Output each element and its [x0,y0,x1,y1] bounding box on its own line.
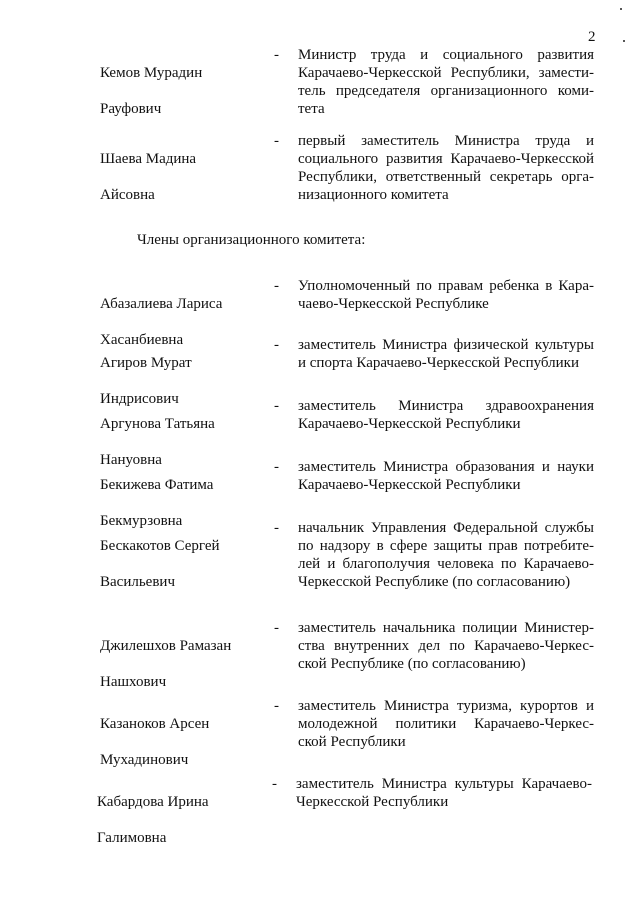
description-line: заместитель начальника полиции Министер- [298,620,594,636]
person-name-line2: Хасанбиевна [100,332,184,348]
description-line: заместитель Министра культуры Карачаево- [296,776,592,792]
separator-dash: - [274,337,279,353]
person-name-line2: Айсовна [100,187,155,203]
description-line: ства внутренних дел по Карачаево-Черкес- [298,638,594,654]
person-name [97,775,267,847]
page-number: 2 [588,29,596,45]
person-name-line1: Казаноков Арсен [100,716,210,732]
separator-dash: - [274,459,279,475]
position-description [298,458,594,494]
person-name-line2: Нашхович [100,674,167,690]
description-line: Черкесской Республике (по согласованию) [298,574,571,590]
description-line: Карачаево-Черкесской Республики, замести- [298,65,594,81]
person-name-line1: Аргунова Татьяна [100,416,215,432]
person-name-line1: Кемов Мурадин [100,65,203,81]
separator-dash: - [274,398,279,414]
description-line: тета [298,101,325,117]
separator-dash: - [274,47,279,63]
description-line: заместитель Министра туризма, курортов и [298,698,594,714]
description-line: ской Республике (по согласованию) [298,656,526,672]
separator-dash: - [274,698,279,714]
separator-dash: - [272,776,277,792]
description-line: заместитель Министра физической культуры [298,337,594,353]
description-line: молодежной политики Карачаево-Черкес- [298,716,594,732]
description-line: Черкесской Республики [296,794,449,810]
description-line: Карачаево-Черкесской Республики [298,416,521,432]
person-name-line2: Мухадинович [100,752,189,768]
person-name-line1: Агиров Мурат [100,355,192,371]
scan-speck [623,40,625,42]
person-name-line2: Нануовна [100,452,162,468]
description-line: низационного комитета [298,187,449,203]
scan-speck [620,8,622,10]
description-line: заместитель Министра здравоохранения [298,398,594,414]
person-name-line1: Кабардова Ирина [97,794,209,810]
separator-dash: - [274,278,279,294]
person-name-line2: Галимовна [97,830,167,846]
description-line: заместитель Министра образования и науки [298,459,594,475]
separator-dash: - [274,620,279,636]
person-name-line1: Джилешхов Рамазан [100,638,232,654]
description-line: чаево-Черкесской Республике [298,296,489,312]
person-name-line2: Бекмурзовна [100,513,183,529]
position-description [298,397,594,433]
position-description [296,775,592,811]
person-name [100,619,270,691]
person-name-line2: Индрисович [100,391,179,407]
description-line: первый заместитель Министра труда и [298,133,594,149]
position-description [298,277,594,313]
person-name-line1: Бекижева Фатима [100,477,214,493]
position-description [298,46,594,118]
position-description [298,132,594,204]
description-line: Уполномоченный по правам ребенка в Кара- [298,278,594,294]
position-description [298,619,594,673]
separator-dash: - [274,520,279,536]
description-line: лей и благополучия человека по Карачаево- [298,556,594,572]
position-description [298,697,594,751]
description-line: начальник Управления Федеральной службы [298,520,594,536]
description-line: ской Республики [298,734,406,750]
person-name-line1: Шаева Мадина [100,151,197,167]
description-line: по надзору в сфере защиты прав потребите- [298,538,594,554]
person-name [100,697,270,769]
person-name [100,132,270,204]
description-line: тель председателя организационного коми- [298,83,594,99]
person-name-line1: Бескакотов Сергей [100,538,220,554]
description-line: и спорта Карачаево-Черкесской Республики [298,355,579,371]
members-heading: Члены организационного комитета: [137,232,366,248]
position-description [298,336,594,372]
description-line: социального развития Карачаево-Черкесской [298,151,594,167]
person-name-line2: Рауфович [100,101,162,117]
separator-dash: - [274,133,279,149]
description-line: Министр труда и социального развития [298,47,594,63]
position-description [298,519,594,591]
description-line: Республики, ответственный секретарь орга- [298,169,594,185]
person-name [100,519,270,591]
person-name [100,46,270,118]
person-name-line1: Абазалиева Лариса [100,296,223,312]
person-name-line2: Васильевич [100,574,175,590]
description-line: Карачаево-Черкесской Республики [298,477,521,493]
